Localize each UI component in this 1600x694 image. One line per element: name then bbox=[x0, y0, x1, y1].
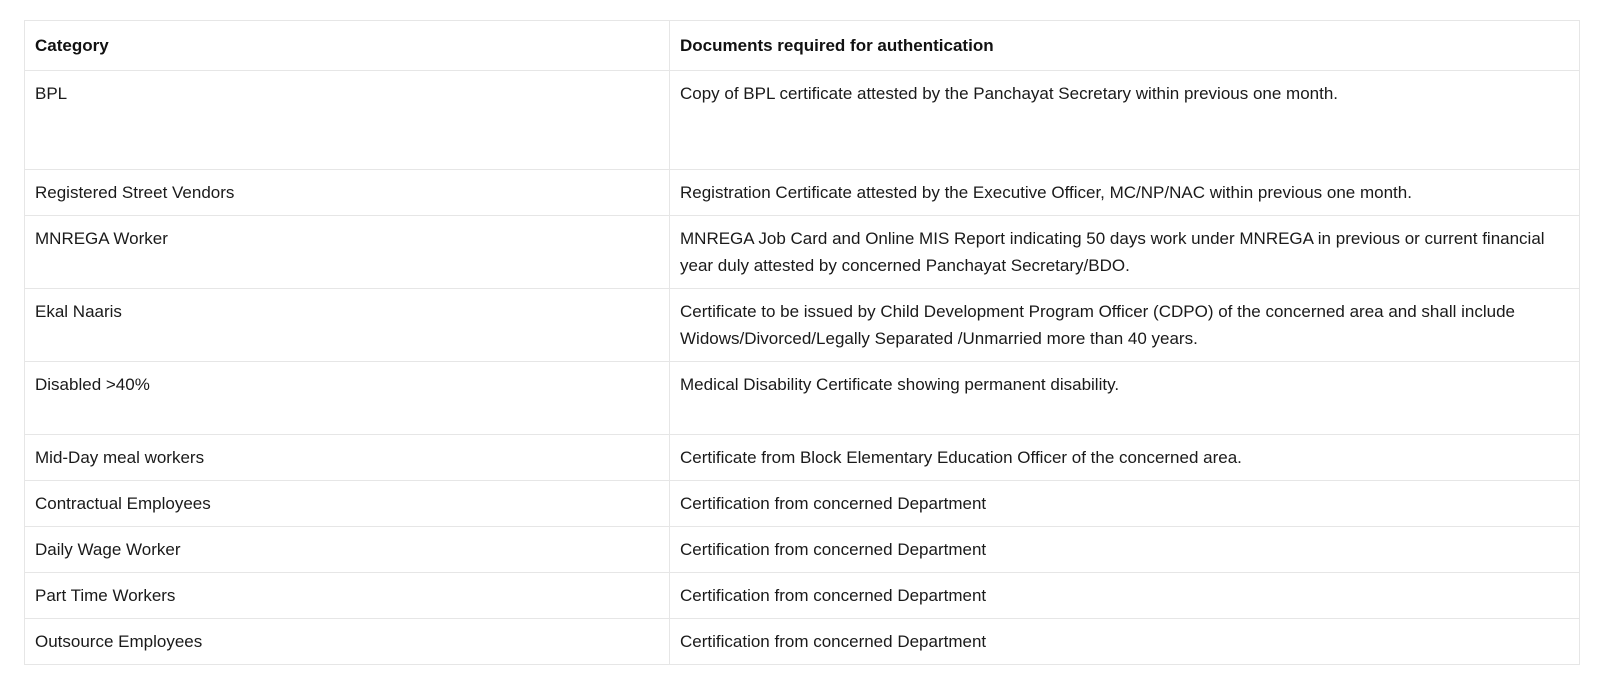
document-table-container bbox=[24, 20, 1579, 665]
table-row bbox=[25, 481, 1580, 527]
category-cell: Daily Wage Worker bbox=[25, 527, 670, 573]
table-row bbox=[25, 362, 1580, 435]
documents-cell: MNREGA Job Card and Online MIS Report indicating 50 days work under MNREGA in previous or current financial year duly attested by concerned Panchayat Secretary/BDO. bbox=[670, 216, 1580, 289]
category-cell: Mid-Day meal workers bbox=[25, 435, 670, 481]
table-row bbox=[25, 170, 1580, 216]
table-row bbox=[25, 435, 1580, 481]
documents-cell: Certification from concerned Department bbox=[670, 481, 1580, 527]
documents-cell: Certification from concerned Department bbox=[670, 527, 1580, 573]
documents-cell: Medical Disability Certificate showing permanent disability. bbox=[670, 362, 1580, 435]
documents-cell: Certification from concerned Department bbox=[670, 573, 1580, 619]
category-cell: Registered Street Vendors bbox=[25, 170, 670, 216]
category-cell: Disabled >40% bbox=[25, 362, 670, 435]
documents-table bbox=[24, 20, 1580, 665]
header-documents: Documents required for authentication bbox=[670, 21, 1580, 71]
category-cell: Outsource Employees bbox=[25, 619, 670, 665]
documents-cell: Certificate from Block Elementary Education Officer of the concerned area. bbox=[670, 435, 1580, 481]
table-row bbox=[25, 216, 1580, 289]
category-cell: Contractual Employees bbox=[25, 481, 670, 527]
category-cell: Ekal Naaris bbox=[25, 289, 670, 362]
category-cell: Part Time Workers bbox=[25, 573, 670, 619]
table-row bbox=[25, 619, 1580, 665]
documents-cell: Registration Certificate attested by the Executive Officer, MC/NP/NAC within previous one month. bbox=[670, 170, 1580, 216]
table-row bbox=[25, 289, 1580, 362]
table-row bbox=[25, 527, 1580, 573]
category-cell: MNREGA Worker bbox=[25, 216, 670, 289]
category-cell: BPL bbox=[25, 71, 670, 170]
documents-cell: Certificate to be issued by Child Development Program Officer (CDPO) of the concerned area and shall include Widows/Divorced/Legally Separated /Unmarried more than 40 years. bbox=[670, 289, 1580, 362]
documents-cell: Certification from concerned Department bbox=[670, 619, 1580, 665]
documents-cell: Copy of BPL certificate attested by the Panchayat Secretary within previous one month. bbox=[670, 71, 1580, 170]
table-header-row bbox=[25, 21, 1580, 71]
table-row bbox=[25, 573, 1580, 619]
header-category: Category bbox=[25, 21, 670, 71]
table-row bbox=[25, 71, 1580, 170]
